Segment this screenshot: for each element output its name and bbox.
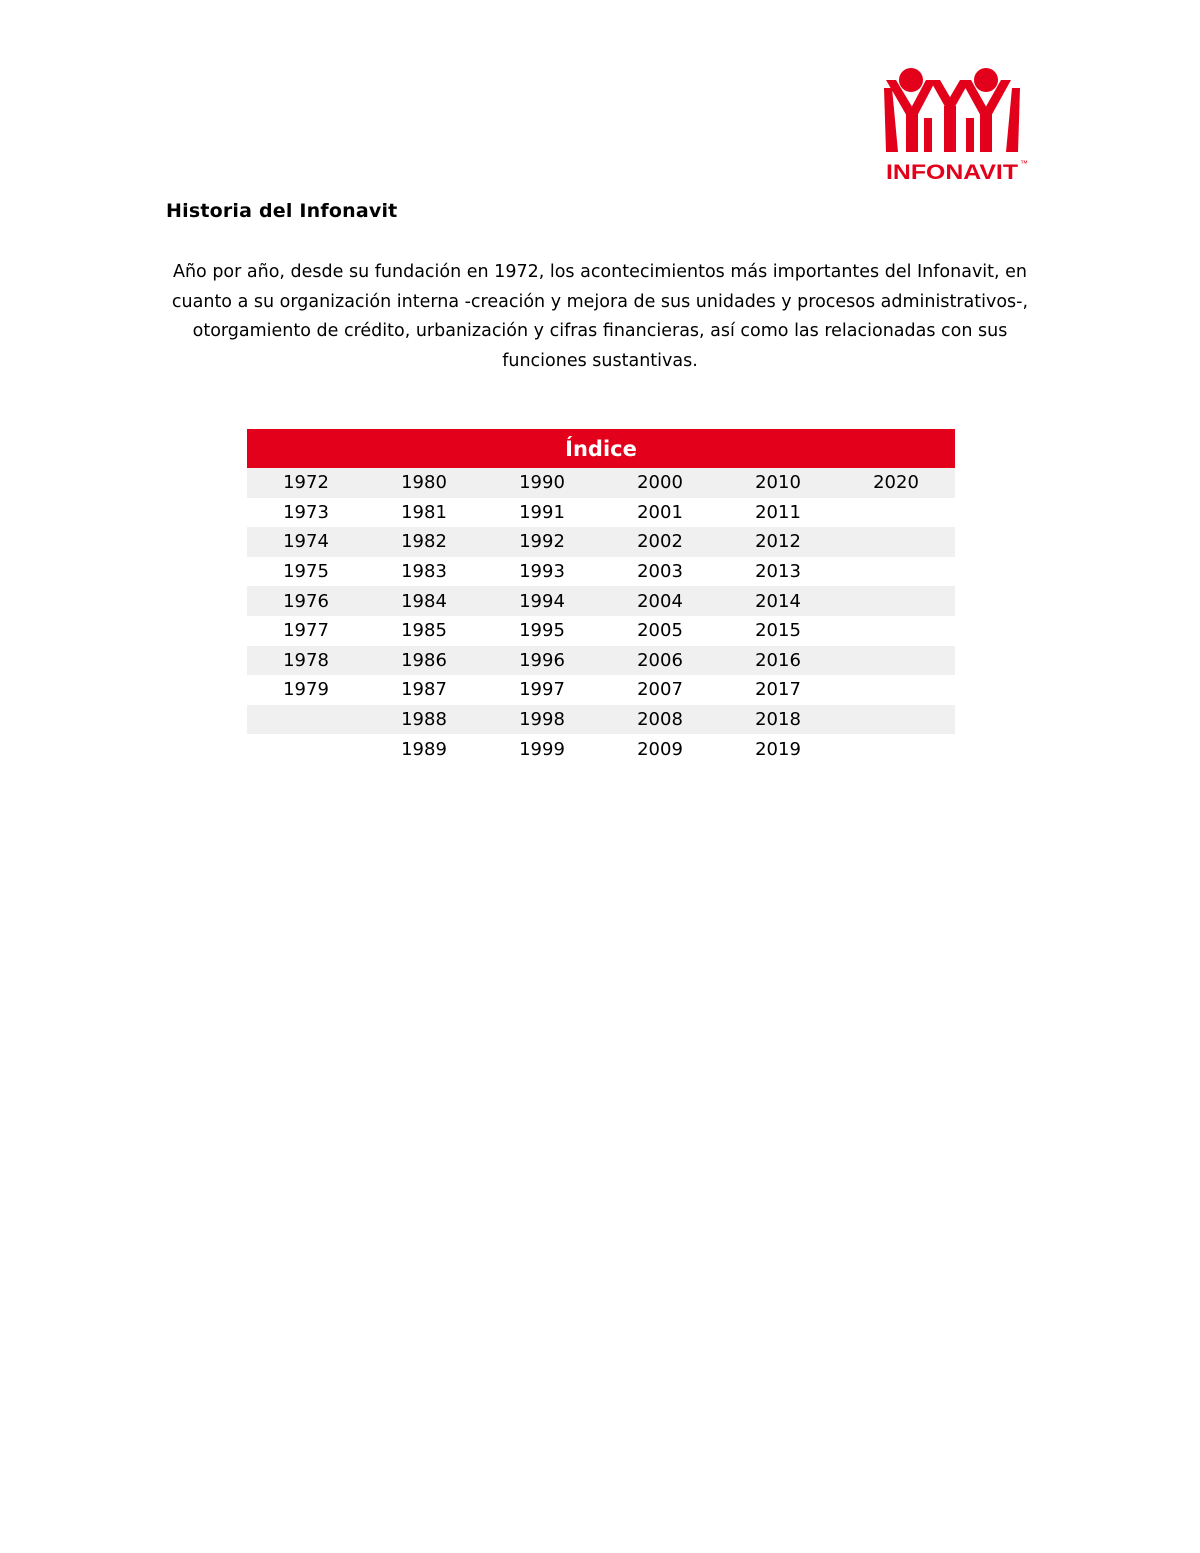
year-link[interactable]: 1973 xyxy=(283,501,329,523)
year-link[interactable]: 2004 xyxy=(601,586,719,616)
year-link[interactable]: 1976 xyxy=(247,586,365,616)
year-link[interactable]: 1991 xyxy=(519,501,565,523)
empty-cell xyxy=(247,734,365,764)
year-link[interactable]: 1984 xyxy=(365,586,483,616)
table-row xyxy=(247,705,955,735)
intro-paragraph: Año por año, desde su fundación en 1972, los acontecimientos más importantes del Infonavit, en cuanto a su organización interna -creación y mejora de sus unidades y procesos administrativos-, otorgamiento de crédito, urbanización y cifras financieras, así como las relacionadas con sus funciones sustantivas. xyxy=(171,262,1029,371)
empty-cell xyxy=(837,646,955,676)
year-link[interactable]: 2003 xyxy=(637,561,683,583)
year-link[interactable]: 1974 xyxy=(247,527,365,557)
table-row xyxy=(247,675,955,705)
year-link[interactable]: 2011 xyxy=(755,501,801,523)
table-row xyxy=(247,498,955,528)
empty-cell xyxy=(837,586,955,616)
year-link[interactable]: 1993 xyxy=(519,561,565,583)
infonavit-logo xyxy=(884,66,1032,184)
empty-cell xyxy=(837,675,955,705)
index-table xyxy=(247,429,955,764)
year-link[interactable]: 1992 xyxy=(483,527,601,557)
year-link[interactable]: 1980 xyxy=(365,468,483,498)
year-link[interactable]: 1983 xyxy=(401,561,447,583)
year-link[interactable]: 2015 xyxy=(755,620,801,642)
year-link[interactable]: 1985 xyxy=(401,620,447,642)
year-link[interactable]: 2014 xyxy=(719,586,837,616)
logo-trademark: ™ xyxy=(1020,159,1028,168)
year-link[interactable]: 1999 xyxy=(519,738,565,760)
year-link[interactable]: 1987 xyxy=(401,679,447,701)
table-row xyxy=(247,586,955,616)
year-link[interactable]: 1994 xyxy=(483,586,601,616)
year-link[interactable]: 1989 xyxy=(401,738,447,760)
table-row xyxy=(247,557,955,587)
year-link[interactable]: 2018 xyxy=(719,705,837,735)
year-link[interactable]: 1978 xyxy=(247,646,365,676)
year-link[interactable]: 2001 xyxy=(637,501,683,523)
year-link[interactable]: 1981 xyxy=(401,501,447,523)
logo-wordmark: INFONAVIT xyxy=(886,161,1019,184)
year-link[interactable]: 2019 xyxy=(755,738,801,760)
table-row xyxy=(247,527,955,557)
table-row xyxy=(247,616,955,646)
year-link[interactable]: 2013 xyxy=(755,561,801,583)
year-link[interactable]: 1998 xyxy=(483,705,601,735)
empty-cell xyxy=(837,557,955,587)
year-link[interactable]: 2016 xyxy=(719,646,837,676)
empty-cell xyxy=(837,527,955,557)
empty-cell xyxy=(837,705,955,735)
empty-cell xyxy=(837,498,955,528)
year-link[interactable]: 1975 xyxy=(283,561,329,583)
year-link[interactable]: 2020 xyxy=(837,468,955,498)
table-row xyxy=(247,734,955,764)
year-link[interactable]: 1995 xyxy=(519,620,565,642)
year-link[interactable]: 1990 xyxy=(483,468,601,498)
year-link[interactable]: 2017 xyxy=(755,679,801,701)
year-link[interactable]: 2002 xyxy=(601,527,719,557)
year-link[interactable]: 1997 xyxy=(519,679,565,701)
year-link[interactable]: 1977 xyxy=(283,620,329,642)
year-link[interactable]: 1996 xyxy=(483,646,601,676)
empty-cell xyxy=(247,705,365,735)
table-row xyxy=(247,468,955,498)
year-link[interactable]: 1986 xyxy=(365,646,483,676)
table-row xyxy=(247,646,955,676)
year-link[interactable]: 2007 xyxy=(637,679,683,701)
year-link[interactable]: 2010 xyxy=(719,468,837,498)
index-header-row xyxy=(247,429,955,468)
year-link[interactable]: 2012 xyxy=(719,527,837,557)
year-link[interactable]: 2000 xyxy=(601,468,719,498)
year-link[interactable]: 1972 xyxy=(247,468,365,498)
year-link[interactable]: 1988 xyxy=(365,705,483,735)
year-link[interactable]: 1979 xyxy=(283,679,329,701)
year-link[interactable]: 2008 xyxy=(601,705,719,735)
year-link[interactable]: 2006 xyxy=(601,646,719,676)
page-title: Historia del Infonavit xyxy=(166,200,398,222)
empty-cell xyxy=(837,616,955,646)
empty-cell xyxy=(837,734,955,764)
year-link[interactable]: 1982 xyxy=(365,527,483,557)
year-link[interactable]: 2009 xyxy=(637,738,683,760)
year-link[interactable]: 2005 xyxy=(637,620,683,642)
index-header: Índice xyxy=(247,429,955,468)
index-body xyxy=(247,468,955,764)
